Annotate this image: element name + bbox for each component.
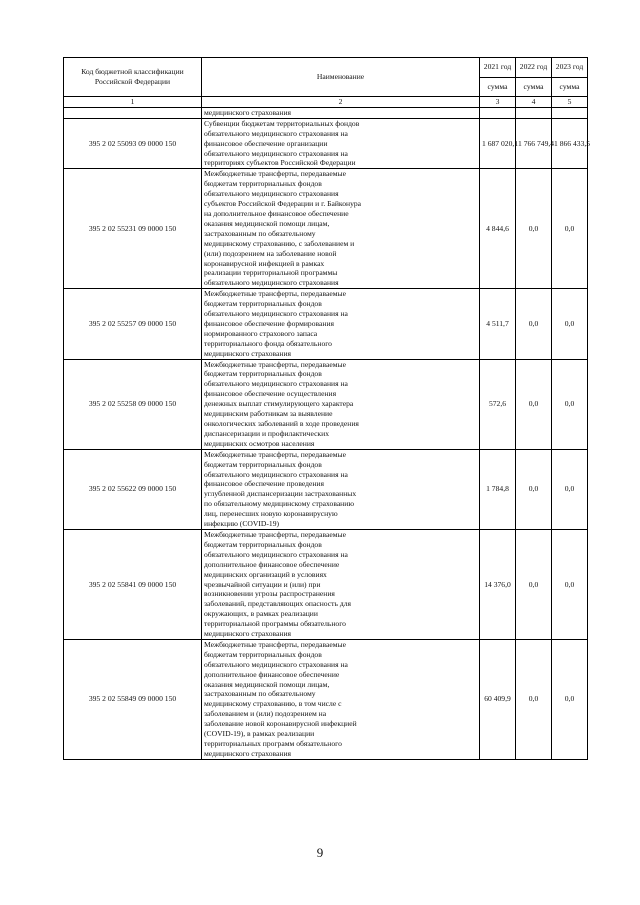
row-value-2023: [552, 107, 588, 118]
row-code: 395 2 02 55258 09 0000 150: [64, 359, 202, 449]
row-value-2023: 0,0: [552, 169, 588, 289]
row-value-2021: [480, 107, 516, 118]
budget-table: [63, 57, 591, 760]
header-code: Код бюджетной классификации Российской Федерации: [64, 58, 202, 97]
row-code: [64, 107, 202, 118]
row-name: Межбюджетные трансферты, передаваемые бюджетам территориальных фондов обязательного медицинского страхования на дополнительное финансовое обеспечение медицинских организаций в условиях чрезвычайной ситуации и (или) при возникновении угрозы распространения заболеваний, представляющих опасность для окружающих, в рамках реализации территориальной программы обязательного медицинского страхования: [202, 529, 480, 639]
row-code: 395 2 02 55849 09 0000 150: [64, 639, 202, 759]
row-value-2022: 1 766 749,4: [516, 118, 552, 169]
row-name: Межбюджетные трансферты, передаваемые бюджетам территориальных фондов обязательного медицинского страхования на дополнительное финансовое обеспечение оказания медицинской помощи лицам, застрахованным по обязательному медицинскому страхованию, в том числе с заболеванием и (или) подозрением на заболевание новой коронавирусной инфекцией (COVID-19), в рамках реализации территориальных программ обязательного медицинского страхования: [202, 639, 480, 759]
table-row: [64, 118, 588, 169]
column-number: 3: [480, 97, 516, 108]
row-value-2021: 4 844,6: [480, 169, 516, 289]
row-value-2021: 1 784,8: [480, 449, 516, 529]
row-name: Субвенции бюджетам территориальных фондов обязательного медицинского страхования на финансовое обеспечение организации обязательного медицинского страхования на территориях субъектов Российской Федерации: [202, 118, 480, 169]
row-code: 395 2 02 55622 09 0000 150: [64, 449, 202, 529]
row-value-2023: 0,0: [552, 529, 588, 639]
row-value-2022: 0,0: [516, 529, 552, 639]
row-value-2022: 0,0: [516, 359, 552, 449]
row-value-2023: 0,0: [552, 639, 588, 759]
header-year-2022: 2022 год: [516, 58, 552, 78]
table-body: [64, 107, 591, 759]
header-year-2023: 2023 год: [552, 58, 588, 78]
row-value-2021: 1 687 020,1: [480, 118, 516, 169]
header-sum-2023: сумма: [552, 77, 588, 97]
row-value-2023: 0,0: [552, 449, 588, 529]
table-row: [64, 289, 588, 359]
row-value-2022: [516, 107, 552, 118]
table-row: [64, 639, 588, 759]
column-number: 5: [552, 97, 588, 108]
row-code: 395 2 02 55231 09 0000 150: [64, 169, 202, 289]
row-value-2021: 572,6: [480, 359, 516, 449]
row-name: Межбюджетные трансферты, передаваемые бюджетам территориальных фондов обязательного медицинского страхования субъектов Российской Федерации и г. Байконура на дополнительное финансовое обеспечение оказания медицинской помощи лицам, застрахованным по обязательному медицинскому страхованию, с заболеванием и (или) подозрением на заболевание новой коронавирусной инфекцией в рамках реализации территориальной программы обязательного медицинского страхования: [202, 169, 480, 289]
row-value-2022: 0,0: [516, 639, 552, 759]
row-code: 395 2 02 55257 09 0000 150: [64, 289, 202, 359]
row-value-2021: 4 511,7: [480, 289, 516, 359]
header-sum-2022: сумма: [516, 77, 552, 97]
table-header: [64, 58, 588, 108]
row-value-2021: 14 376,0: [480, 529, 516, 639]
row-value-2022: 0,0: [516, 449, 552, 529]
page-number: 9: [316, 845, 324, 860]
row-code: 395 2 02 55841 09 0000 150: [64, 529, 202, 639]
column-numbers-row: [64, 97, 588, 108]
column-number: 4: [516, 97, 552, 108]
row-name: медицинского страхования: [202, 107, 480, 118]
table-row: [64, 359, 588, 449]
table-row: [64, 529, 588, 639]
row-value-2023: 0,0: [552, 289, 588, 359]
header-year-2021: 2021 год: [480, 58, 516, 78]
table-row: [64, 107, 588, 118]
table-row: [64, 449, 588, 529]
row-value-2021: 60 409,9: [480, 639, 516, 759]
column-number: 1: [64, 97, 202, 108]
row-value-2023: 0,0: [552, 359, 588, 449]
header-sum-2021: сумма: [480, 77, 516, 97]
row-name: Межбюджетные трансферты, передаваемые бюджетам территориальных фондов обязательного медицинского страхования на финансовое обеспечение формирования нормированного страхового запаса территориального фонда обязательного медицинского страхования: [202, 289, 480, 359]
column-number: 2: [202, 97, 480, 108]
row-name: Межбюджетные трансферты, передаваемые бюджетам территориальных фондов обязательного медицинского страхования на финансовое обеспечение осуществления денежных выплат стимулирующего характера медицинским работникам за выявление онкологических заболеваний в ходе проведения диспансеризации и профилактических медицинских осмотров населения: [202, 359, 480, 449]
row-code: 395 2 02 55093 09 0000 150: [64, 118, 202, 169]
header-name: Наименование: [202, 58, 480, 97]
row-name: Межбюджетные трансферты, передаваемые бюджетам территориальных фондов обязательного медицинского страхования на финансовое обеспечение проведения углубленной диспансеризации застрахованных по обязательному медицинскому страхованию лиц, перенесших новую коронавирусную инфекцию (COVID-19): [202, 449, 480, 529]
row-value-2023: 1 866 433,5: [552, 118, 588, 169]
row-value-2022: 0,0: [516, 289, 552, 359]
table-row: [64, 169, 588, 289]
row-value-2022: 0,0: [516, 169, 552, 289]
